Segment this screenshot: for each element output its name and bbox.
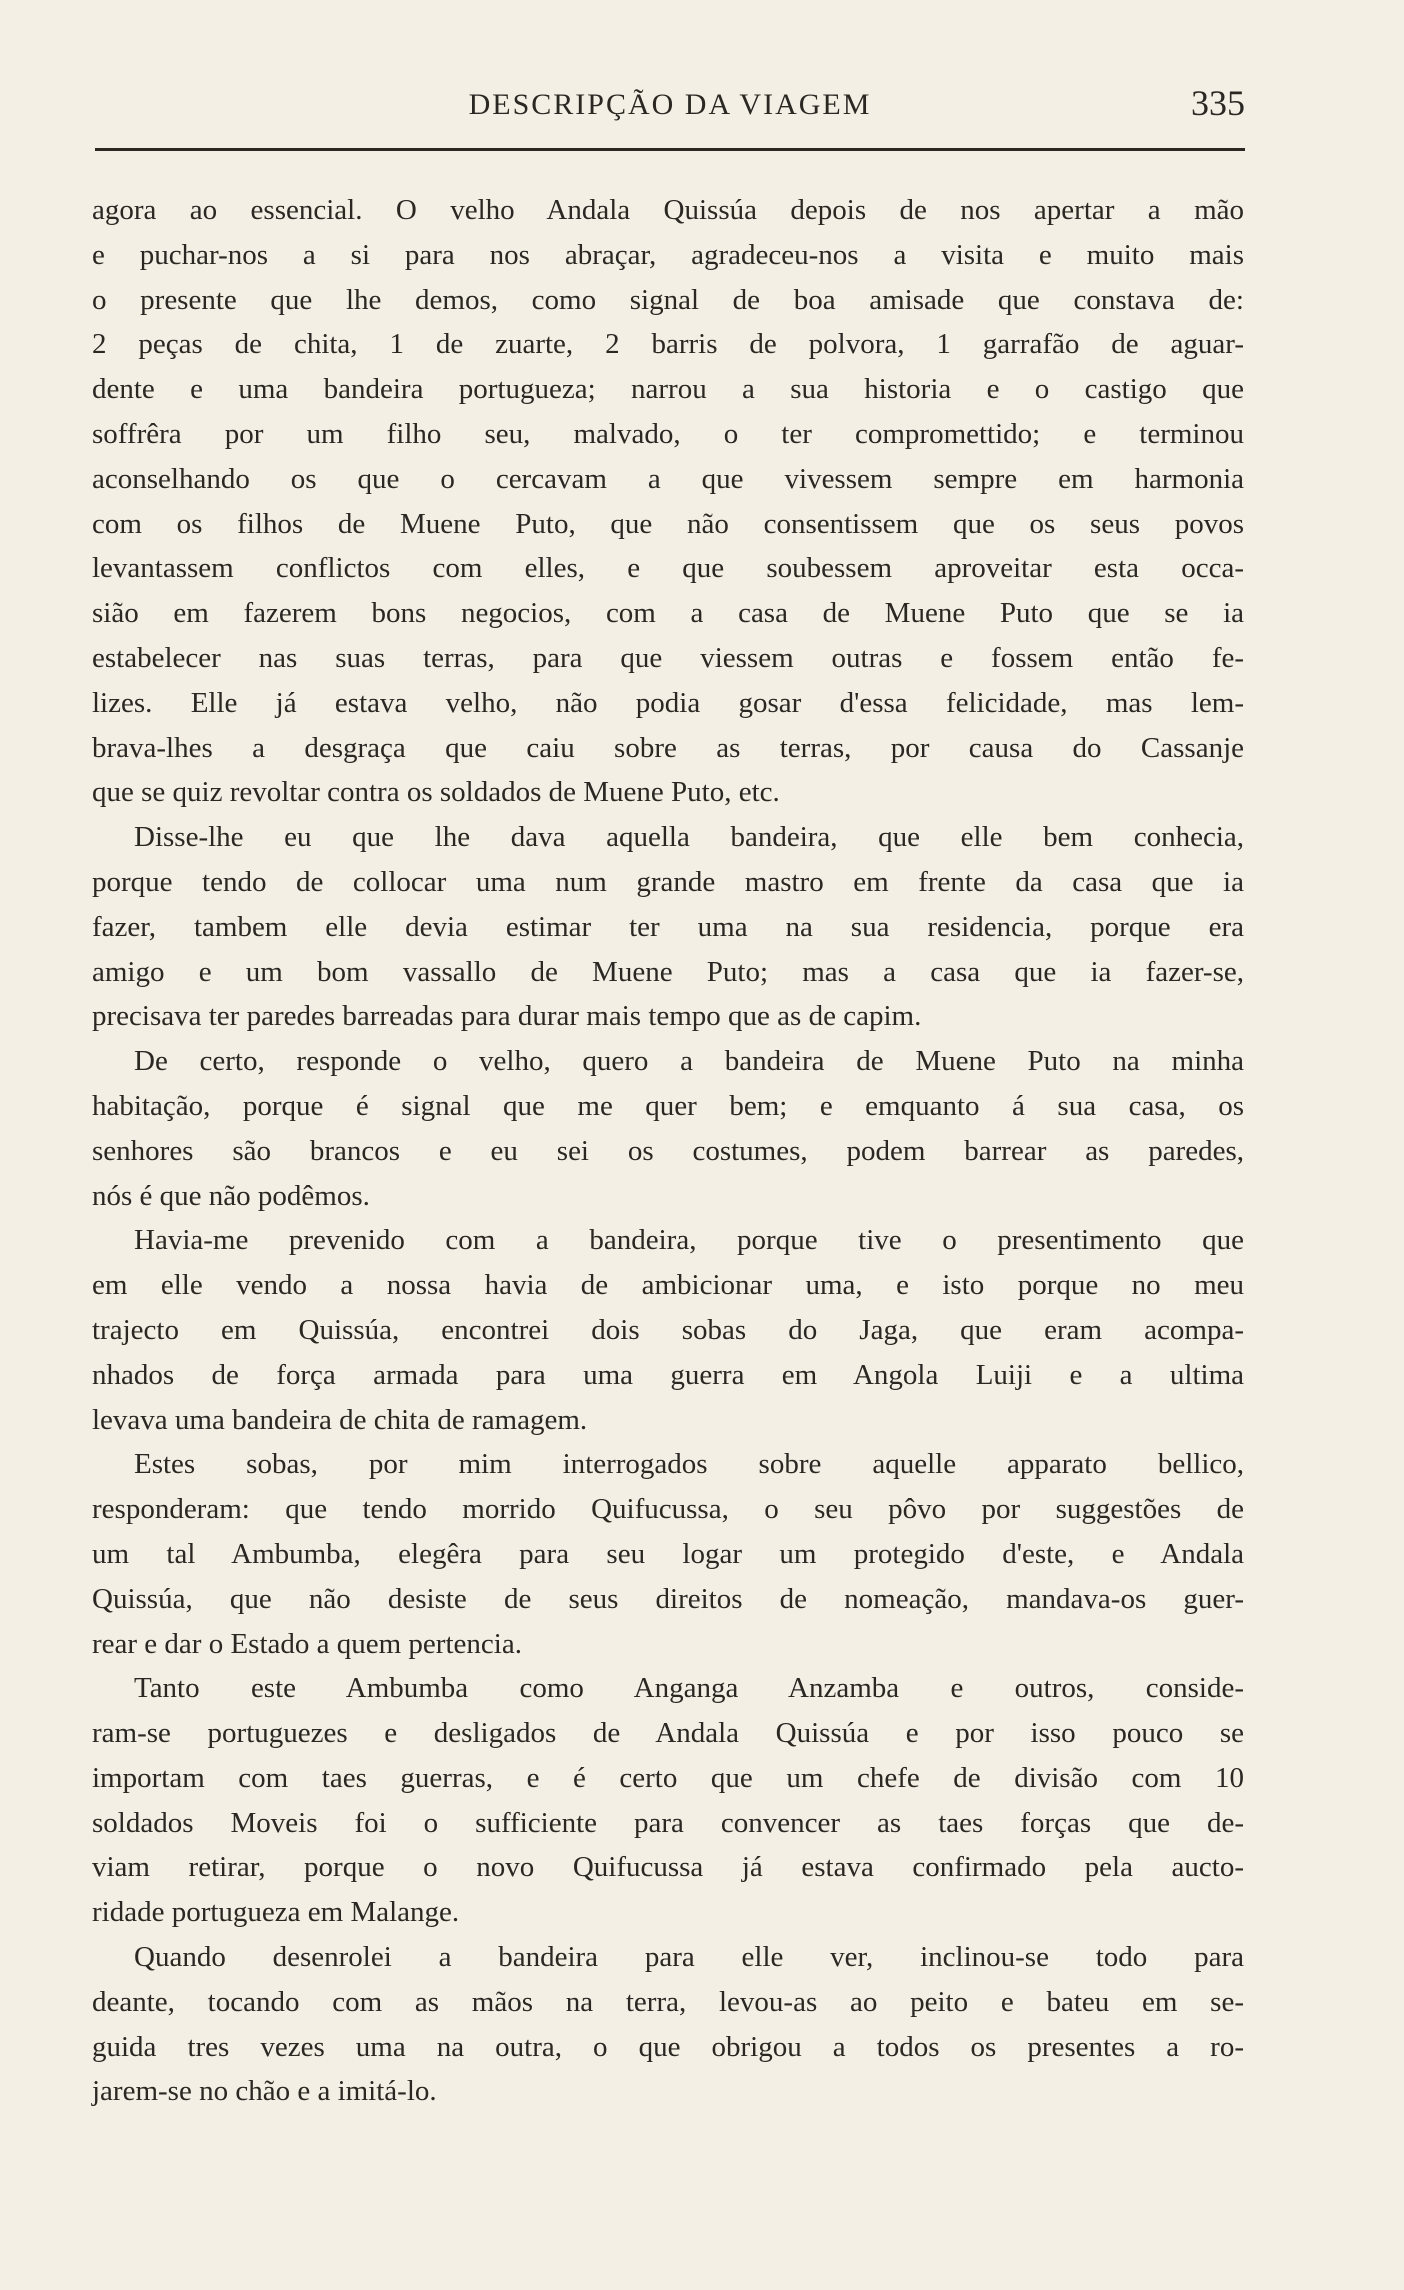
text-line: soffrêra por um filho seu, malvado, o ter compromettido; e terminou	[92, 417, 1244, 450]
running-title: DESCRIPÇÃO DA VIAGEM	[468, 88, 872, 121]
text-line: lizes. Elle já estava velho, não podia gosar d'essa felicidade, mas lem-	[92, 686, 1244, 719]
text-line: levantassem conflictos com elles, e que soubessem aproveitar esta occa-	[92, 552, 1244, 585]
text-line: Quissúa, que não desiste de seus direitos de nomeação, mandava-os guer-	[92, 1582, 1244, 1615]
text-line: Disse-lhe eu que lhe dava aquella bandeira, que elle bem conhecia,	[134, 821, 1244, 854]
text-line: viam retirar, porque o novo Quifucussa já estava confirmado pela aucto-	[92, 1851, 1244, 1884]
text-line: Estes sobas, por mim interrogados sobre aquelle apparato bellico,	[134, 1448, 1244, 1481]
text-line: Havia-me prevenido com a bandeira, porque tive o presentimento que	[134, 1224, 1244, 1257]
text-line: amigo e um bom vassallo de Muene Puto; mas a casa que ia fazer-se,	[92, 955, 1244, 988]
text-line: em elle vendo a nossa havia de ambicionar uma, e isto porque no meu	[92, 1269, 1244, 1302]
text-line: Quando desenrolei a bandeira para elle ver, inclinou-se todo para	[134, 1941, 1244, 1974]
text-line: dente e uma bandeira portugueza; narrou a sua historia e o castigo que	[92, 373, 1244, 406]
text-line: um tal Ambumba, elegêra para seu logar um protegido d'este, e Andala	[92, 1537, 1244, 1570]
text-line: agora ao essencial. O velho Andala Quissúa depois de nos apertar a mão	[92, 194, 1244, 226]
text-line: levava uma bandeira de chita de ramagem.	[92, 1403, 588, 1436]
text-line: importam com taes guerras, e é certo que um chefe de divisão com 10	[92, 1761, 1244, 1794]
text-line: ram-se portuguezes e desligados de Andala Quissúa e por isso pouco se	[92, 1717, 1244, 1750]
running-head	[95, 78, 1245, 138]
text-line: responderam: que tendo morrido Quifucussa, o seu pôvo por suggestões de	[92, 1493, 1244, 1526]
text-line: nhados de força armada para uma guerra em Angola Luiji e a ultima	[92, 1358, 1244, 1391]
text-line: De certo, responde o velho, quero a bandeira de Muene Puto na minha	[134, 1045, 1244, 1078]
text-line: rear e dar o Estado a quem pertencia.	[92, 1627, 522, 1660]
text-line: com os filhos de Muene Puto, que não consentissem que os seus povos	[92, 507, 1244, 540]
text-line: Tanto este Ambumba como Anganga Anzamba e outros, conside-	[134, 1672, 1244, 1705]
text-line: habitação, porque é signal que me quer bem; e emquanto á sua casa, os	[92, 1089, 1244, 1122]
text-line: senhores são brancos e eu sei os costumes, podem barrear as paredes,	[92, 1134, 1244, 1167]
text-line: brava-lhes a desgraça que caiu sobre as terras, por causa do Cassanje	[92, 731, 1244, 764]
text-line: sião em fazerem bons negocios, com a casa de Muene Puto que se ia	[92, 597, 1244, 630]
text-line: precisava ter paredes barreadas para durar mais tempo que as de capim.	[92, 1000, 922, 1033]
text-line: jarem-se no chão e a imitá-lo.	[92, 2075, 437, 2108]
text-line: deante, tocando com as mãos na terra, levou-as ao peito e bateu em se-	[92, 1985, 1244, 2018]
header-rule	[95, 148, 1245, 151]
text-line: que se quiz revoltar contra os soldados de Muene Puto, etc.	[92, 776, 780, 809]
text-line: soldados Moveis foi o sufficiente para convencer as taes forças que de-	[92, 1806, 1244, 1839]
text-line: estabelecer nas suas terras, para que viessem outras e fossem então fe-	[92, 641, 1244, 674]
text-line: fazer, tambem elle devia estimar ter uma na sua residencia, porque era	[92, 910, 1244, 943]
text-line: guida tres vezes uma na outra, o que obrigou a todos os presentes a ro-	[92, 2030, 1244, 2063]
body-text	[92, 188, 1244, 2114]
text-line: ridade portugueza em Malange.	[92, 1896, 460, 1929]
text-line: e puchar-nos a si para nos abraçar, agradeceu-nos a visita e muito mais	[92, 238, 1244, 271]
page-number: 335	[1191, 83, 1245, 123]
text-line: trajecto em Quissúa, encontrei dois sobas do Jaga, que eram acompa-	[92, 1313, 1244, 1346]
text-line: 2 peças de chita, 1 de zuarte, 2 barris de polvora, 1 garrafão de aguar-	[92, 328, 1244, 361]
text-line: porque tendo de collocar uma num grande mastro em frente da casa que ia	[92, 865, 1244, 898]
text-line: o presente que lhe demos, como signal de boa amisade que constava de:	[92, 283, 1244, 316]
text-line: nós é que não podêmos.	[92, 1179, 370, 1212]
text-line: aconselhando os que o cercavam a que vivessem sempre em harmonia	[92, 462, 1244, 495]
